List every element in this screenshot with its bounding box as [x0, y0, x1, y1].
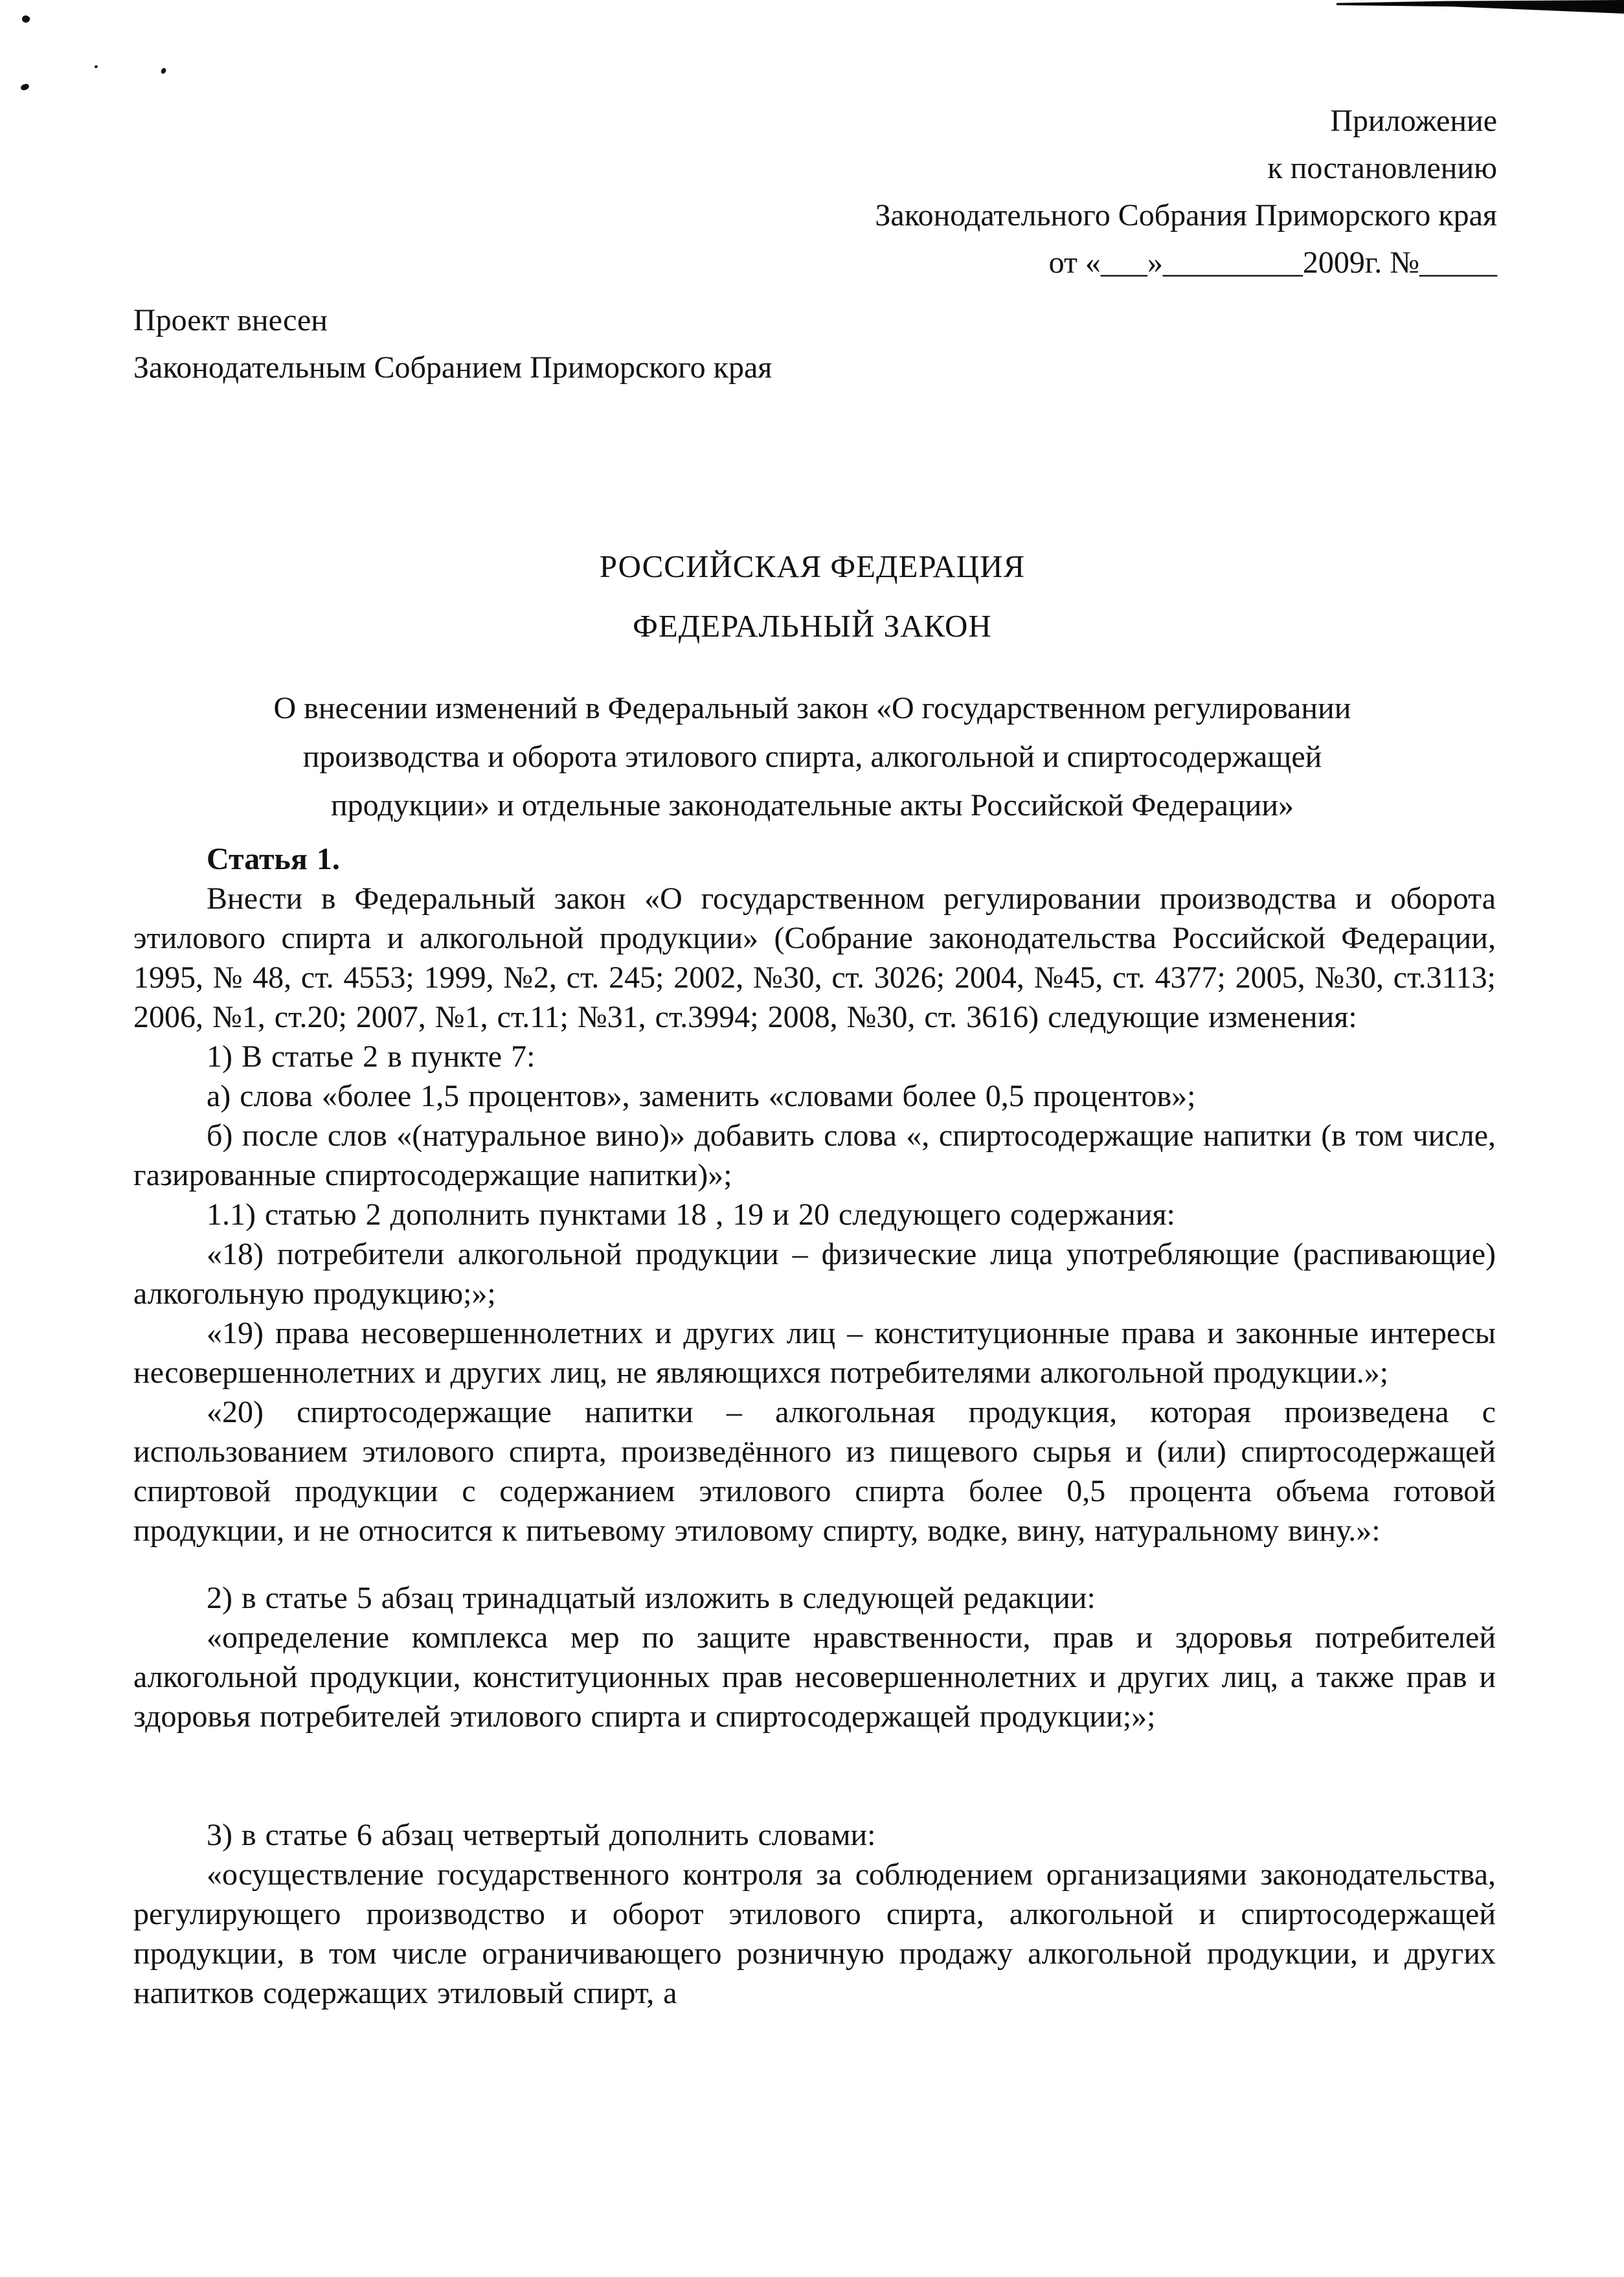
document-body: [133, 839, 1496, 2013]
paragraph: б) после слов «(натуральное вино)» добавить слова «, спиртосодержащие напитки (в том числе, газированные спиртосодержащие напитки)»;: [133, 1118, 1496, 1192]
stamp-line: к постановлению: [1267, 151, 1497, 185]
submitter-line: Проект внесен: [133, 303, 328, 337]
paragraph: «20) спиртосодержащие напитки – алкогольная продукция, которая произведена с использованием этилового спирта, произведённого из пищевого сырья и (или) спиртосодержащей спиртовой продукции с содержанием этилового спирта более 0,5 процента объема готовой продукции, и не относится к питьевому этиловому спирту, водке, вину, натуральному вину.»:: [133, 1395, 1496, 1548]
paragraph: 2) в статье 5 абзац тринадцатый изложить в следующей редакции:: [207, 1581, 1096, 1615]
scan-speck: [161, 67, 167, 74]
paragraph: 1) В статье 2 в пункте 7:: [207, 1039, 536, 1074]
submitter-line: Законодательным Собранием Приморского края: [133, 350, 773, 385]
scan-speck: [20, 83, 30, 91]
paragraph: «определение комплекса мер по защите нравственности, прав и здоровья потребителей алкогольной продукции, конституционных прав несовершеннолетних и других лиц, а также прав и здоровья потребителей этилового спирта и спиртосодержащей продукции;»;: [133, 1620, 1496, 1734]
paragraph: 1.1) статью 2 дополнить пунктами 18 , 19 и 20 следующего содержания:: [207, 1197, 1175, 1232]
law-title-line: О внесении изменений в Федеральный закон «О государственном регулировании: [273, 691, 1351, 725]
paragraph: а) слова «более 1,5 процентов», заменить «словами более 0,5 процентов»;: [207, 1079, 1196, 1113]
law-title: [131, 684, 1494, 830]
paragraph: «18) потребители алкогольной продукции – физические лица употребляющие (распивающие) алкогольную продукцию;»;: [133, 1237, 1496, 1311]
paragraph: «осуществление государственного контроля за соблюдением организациями законодательства, регулирующего производство и оборот этилового спирта, алкогольной и спиртосодержащей продукции, в том числе ограничивающего розничную продажу алкогольной продукции, и других напитков содержащих этиловый спирт, а: [133, 1857, 1496, 2010]
stamp-line: Приложение: [1330, 104, 1497, 138]
law-type-heading: ФЕДЕРАЛЬНЫЙ ЗАКОН: [633, 608, 992, 644]
law-title-line: производства и оборота этилового спирта, алкогольной и спиртосодержащей: [302, 740, 1322, 774]
country-heading: РОССИЙСКАЯ ФЕДЕРАЦИЯ: [599, 549, 1026, 584]
scan-artifact-bar: [1336, 0, 1624, 14]
paragraph: «19) права несовершеннолетних и других лиц – конституционные права и законные интересы несовершеннолетних и других лиц, не являющихся потребителями алкогольной продукции.»;: [133, 1316, 1496, 1390]
approval-stamp-block: [875, 97, 1497, 286]
scan-speck: [95, 65, 98, 68]
stamp-date-number-line: от «___»_________2009г. №_____: [1048, 245, 1497, 280]
scan-speck: [21, 14, 31, 24]
stamp-line: Законодательного Собрания Приморского края: [875, 198, 1497, 232]
law-title-line: продукции» и отдельные законодательные акты Российской Федерации»: [330, 788, 1294, 822]
paragraph: Внести в Федеральный закон «О государственном регулировании производства и оборота этилового спирта и алкогольной продукции» (Собрание законодательства Российской Федерации, 1995, № 48, ст. 4553; 1999, №2, ст. 245; 2002, №30, ст. 3026; 2004, №45, ст. 4377; 2005, №30, ст.3113; 2006, №1, ст.20; 2007, №1, ст.11; №31, ст.3994; 2008, №30, ст. 3616) следующие изменения:: [133, 881, 1496, 1034]
paragraph: Статья 1.: [207, 842, 340, 876]
submitter-block: [133, 297, 772, 391]
paragraph: 3) в статье 6 абзац четвертый дополнить словами:: [207, 1818, 876, 1852]
